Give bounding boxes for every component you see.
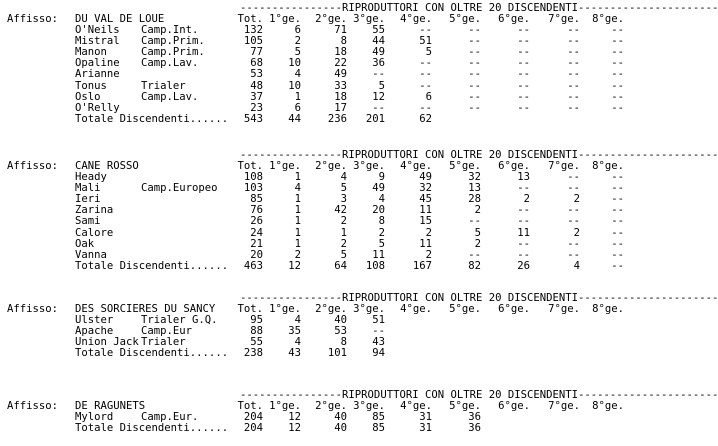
column-header: 2°ge. [315,303,347,315]
cell-value: 5 [340,182,347,195]
total-value: 201 [365,112,385,125]
cell-value: -- [468,79,481,92]
total-value: 204 [243,422,263,435]
total-row [0,114,680,125]
cell-value: 5 [425,46,432,59]
affisso-label: Affisso: [7,13,59,25]
total-value: 463 [243,259,263,272]
cell-value: 13 [517,171,530,183]
cell-value: -- [517,35,530,48]
cell-value: 11 [517,226,530,239]
dog-name: Mali [75,182,101,195]
cell-value: 11 [419,204,432,217]
cell-value: -- [468,90,481,103]
cell-value: 2 [523,193,530,206]
cell-value: 2 [425,226,432,239]
cell-value: 10 [288,79,301,92]
dog-title: Trialer G.Q. [141,314,218,326]
cell-value: -- [611,171,624,183]
affisso-label: Affisso: [7,400,59,412]
column-header: 4°ge. [400,400,432,412]
total-row [0,423,680,434]
cell-value: 32 [468,171,481,183]
column-header: 1°ge. [269,400,301,412]
cell-value: 2 [340,215,347,228]
cell-value: -- [419,57,432,70]
dog-title: Camp.Lav. [141,57,199,70]
affisso-name: CANE ROSSO [75,160,139,172]
cell-value: -- [517,24,530,36]
cell-value: 53 [250,68,263,81]
cell-value: 9 [378,171,385,183]
cell-value: 77 [250,46,263,59]
total-value: 12 [288,259,301,272]
cell-value: 2 [378,226,385,239]
cell-value: -- [611,226,624,239]
cell-value: 44 [372,35,385,48]
cell-value: 53 [334,325,347,338]
cell-value: 2 [573,226,580,239]
cell-value: 2 [474,204,481,217]
cell-value: -- [567,46,580,59]
column-header: 5°ge. [449,13,481,25]
cell-value: 85 [372,411,385,423]
cell-value: 42 [334,204,347,217]
cell-value: 6 [425,90,432,103]
cell-value: 4 [294,314,301,326]
cell-value: 103 [243,182,263,195]
cell-value: 13 [468,182,481,195]
cell-value: 1 [294,204,301,217]
cell-value: -- [611,46,624,59]
column-header: 3°ge. [353,303,385,315]
cell-value: 12 [372,90,385,103]
cell-value: -- [468,46,481,59]
dog-name: Calore [75,226,114,239]
column-header: 5°ge. [449,303,481,315]
affisso-label: Affisso: [7,160,59,172]
total-value: 108 [365,259,385,272]
dog-name: Arianne [75,68,120,81]
dog-name: Heady [75,171,107,183]
total-value: 167 [412,259,432,272]
cell-value: 11 [372,248,385,261]
column-header: Tot. [237,303,263,315]
dog-name: Ulster [75,314,114,326]
cell-value: 18 [334,46,347,59]
banner-text: ----------------RIPRODUTTORI CON OLTRE 20 DISCENDENTI---------------------- [240,2,718,14]
cell-value: -- [567,68,580,81]
cell-value: 26 [250,215,263,228]
dog-name: Oslo [75,90,101,103]
column-header: Tot. [237,400,263,412]
cell-value: 2 [340,237,347,250]
cell-value: 40 [334,411,347,423]
cell-value: -- [517,237,530,250]
cell-value: 2 [294,35,301,48]
total-label: Totale Discendenti...... [75,347,229,360]
column-header: 8°ge. [592,303,624,315]
cell-value: 28 [468,193,481,206]
total-value: 236 [327,112,347,125]
banner-text: ----------------RIPRODUTTORI CON OLTRE 20 DISCENDENTI---------------------- [240,389,718,401]
column-header: 7°ge. [548,160,580,172]
cell-value: 88 [250,325,263,338]
column-header: 3°ge. [353,160,385,172]
cell-value: 49 [334,68,347,81]
cell-value: 1 [340,226,347,239]
cell-value: 1 [294,193,301,206]
cell-value: 95 [250,314,263,326]
cell-value: 12 [288,411,301,423]
cell-value: -- [468,215,481,228]
cell-value: 4 [294,68,301,81]
total-value: 4 [573,259,580,272]
dog-name: Ieri [75,193,101,206]
dog-title: Camp.Int. [141,24,199,36]
banner-text: ----------------RIPRODUTTORI CON OLTRE 20 DISCENDENTI---------------------- [240,149,718,161]
cell-value: -- [611,193,624,206]
cell-value: -- [517,182,530,195]
dog-name: Tonus [75,79,107,92]
total-value: 12 [288,422,301,435]
cell-value: -- [372,68,385,81]
dog-title: Camp.Prim. [141,46,205,59]
cell-value: 20 [372,204,385,217]
cell-value: 1 [294,90,301,103]
cell-value: 6 [294,101,301,114]
cell-value: 55 [372,24,385,36]
cell-value: -- [372,101,385,114]
table-row [0,81,680,92]
cell-value: -- [517,57,530,70]
cell-value: -- [517,68,530,81]
cell-value: -- [517,215,530,228]
cell-value: 76 [250,204,263,217]
dog-title: Camp.Prim. [141,35,205,48]
cell-value: -- [567,79,580,92]
total-value: 543 [243,112,263,125]
cell-value: -- [419,101,432,114]
dog-name: O'Relly [75,101,120,114]
cell-value: -- [611,182,624,195]
cell-value: -- [419,79,432,92]
cell-value: -- [468,57,481,70]
cell-value: 8 [340,35,347,48]
cell-value: 3 [340,193,347,206]
cell-value: 35 [288,325,301,338]
column-header: 2°ge. [315,400,347,412]
cell-value: 8 [340,336,347,349]
cell-value: 1 [294,171,301,183]
dog-name: Vanna [75,248,107,261]
cell-value: -- [419,24,432,36]
affisso-name: DES SORCIERES DU SANCY [75,303,216,315]
dog-title: Trialer [141,336,186,349]
cell-value: -- [611,237,624,250]
affisso-label: Affisso: [7,303,59,315]
total-label: Totale Discendenti...... [75,259,229,272]
column-header: 2°ge. [315,160,347,172]
cell-value: 5 [340,248,347,261]
total-value: 85 [372,422,385,435]
dog-name: Opaline [75,57,120,70]
cell-value: -- [372,325,385,338]
cell-value: 10 [288,57,301,70]
column-header: 4°ge. [400,160,432,172]
cell-value: 24 [250,226,263,239]
cell-value: -- [567,57,580,70]
cell-value: -- [611,204,624,217]
total-value: 238 [243,347,263,360]
dog-name: Mistral [75,35,120,48]
cell-value: 5 [474,226,481,239]
cell-value: 37 [250,90,263,103]
dog-title: Camp.Lav. [141,90,199,103]
cell-value: 32 [419,182,432,195]
cell-value: 31 [419,411,432,423]
cell-value: 15 [419,215,432,228]
cell-value: -- [517,204,530,217]
cell-value: -- [611,35,624,48]
dog-title: Camp.Eur [141,325,193,338]
dog-name: Mylord [75,411,114,423]
column-header: 6°ge. [498,160,530,172]
cell-value: 2 [474,237,481,250]
cell-value: 68 [250,57,263,70]
dog-title: Camp.Europeo [141,182,218,195]
cell-value: 51 [419,35,432,48]
column-header: Tot. [237,160,263,172]
dog-title: Camp.Eur. [141,411,199,423]
total-label: Totale Discendenti...... [75,112,229,125]
column-header: 8°ge. [592,400,624,412]
column-header: 6°ge. [498,303,530,315]
total-value: 43 [288,347,301,360]
table-row [0,239,680,250]
cell-value: -- [567,24,580,36]
table-row [0,69,680,80]
cell-value: -- [419,68,432,81]
cell-value: -- [567,171,580,183]
dog-name: Sami [75,215,101,228]
cell-value: -- [567,182,580,195]
cell-value: -- [517,101,530,114]
total-value: 82 [468,259,481,272]
affisso-name: DE RAGUNETS [75,400,146,412]
cell-value: 45 [419,193,432,206]
cell-value: -- [611,90,624,103]
column-header: 3°ge. [353,400,385,412]
column-header: 8°ge. [592,160,624,172]
cell-value: 2 [573,193,580,206]
banner-text: ----------------RIPRODUTTORI CON OLTRE 20 DISCENDENTI---------------------- [240,292,718,304]
cell-value: -- [468,101,481,114]
cell-value: 4 [340,171,347,183]
cell-value: 49 [372,182,385,195]
cell-value: -- [611,215,624,228]
total-value: 101 [327,347,347,360]
dog-name: Zarina [75,204,114,217]
total-value: 26 [517,259,530,272]
cell-value: 33 [334,79,347,92]
column-header: 8°ge. [592,13,624,25]
cell-value: -- [517,79,530,92]
cell-value: 22 [334,57,347,70]
cell-value: 4 [294,336,301,349]
cell-value: 43 [372,336,385,349]
cell-value: 108 [243,171,263,183]
cell-value: -- [567,35,580,48]
cell-value: 21 [250,237,263,250]
column-header: 2°ge. [315,13,347,25]
cell-value: 48 [250,79,263,92]
total-value: 36 [468,422,481,435]
cell-value: -- [611,24,624,36]
cell-value: -- [611,68,624,81]
cell-value: 5 [378,237,385,250]
cell-value: 85 [250,193,263,206]
cell-value: 51 [372,314,385,326]
cell-value: 20 [250,248,263,261]
cell-value: -- [468,35,481,48]
cell-value: -- [611,79,624,92]
cell-value: 17 [334,101,347,114]
total-value: 40 [334,422,347,435]
cell-value: -- [517,46,530,59]
cell-value: -- [468,24,481,36]
cell-value: 8 [378,215,385,228]
cell-value: 1 [294,237,301,250]
cell-value: -- [517,248,530,261]
cell-value: 5 [294,46,301,59]
cell-value: 2 [425,248,432,261]
cell-value: -- [611,57,624,70]
dog-title: Trialer [141,79,186,92]
total-row [0,261,680,272]
affisso-name: DU VAL DE LOUE [75,13,165,25]
cell-value: 55 [250,336,263,349]
cell-value: -- [567,215,580,228]
cell-value: -- [468,248,481,261]
column-header: 1°ge. [269,303,301,315]
cell-value: -- [611,248,624,261]
cell-value: 36 [468,411,481,423]
table-row [0,228,680,239]
cell-value: -- [611,101,624,114]
cell-value: 4 [294,182,301,195]
cell-value: 49 [419,171,432,183]
cell-value: 2 [294,248,301,261]
column-header: 7°ge. [548,303,580,315]
cell-value: 71 [334,24,347,36]
table-row [0,216,680,227]
total-label: Totale Discendenti...... [75,422,229,435]
table-row [0,92,680,103]
cell-value: 5 [378,79,385,92]
column-header: 1°ge. [269,160,301,172]
cell-value: 1 [294,226,301,239]
cell-value: -- [567,248,580,261]
dog-name: Oak [75,237,95,250]
cell-value: 23 [250,101,263,114]
dog-name: Union Jack [75,336,139,349]
cell-value: 6 [294,24,301,36]
column-header: 5°ge. [449,400,481,412]
cell-value: -- [567,90,580,103]
total-row [0,348,680,359]
cell-value: -- [567,237,580,250]
total-value: 94 [372,347,385,360]
dog-name: O'Neils [75,24,120,36]
cell-value: 11 [419,237,432,250]
dog-name: Manon [75,46,107,59]
total-value: -- [611,259,624,272]
total-value: 64 [334,259,347,272]
column-header: 7°ge. [548,13,580,25]
cell-value: 4 [378,193,385,206]
cell-value: 105 [243,35,263,48]
column-header: 3°ge. [353,13,385,25]
cell-value: 49 [372,46,385,59]
column-header: Tot. [237,13,263,25]
cell-value: 36 [372,57,385,70]
cell-value: 40 [334,314,347,326]
cell-value: 132 [243,24,263,36]
column-header: 7°ge. [548,400,580,412]
column-header: 4°ge. [400,13,432,25]
cell-value: -- [567,101,580,114]
total-value: 44 [288,112,301,125]
cell-value: -- [517,90,530,103]
cell-value: -- [567,204,580,217]
total-value: 62 [419,112,432,125]
column-header: 5°ge. [449,160,481,172]
column-header: 6°ge. [498,400,530,412]
cell-value: -- [468,68,481,81]
cell-value: 1 [294,215,301,228]
column-header: 6°ge. [498,13,530,25]
cell-value: 204 [243,411,263,423]
column-header: 1°ge. [269,13,301,25]
total-value: 31 [419,422,432,435]
dog-name: Apache [75,325,114,338]
column-header: 4°ge. [400,303,432,315]
cell-value: 18 [334,90,347,103]
